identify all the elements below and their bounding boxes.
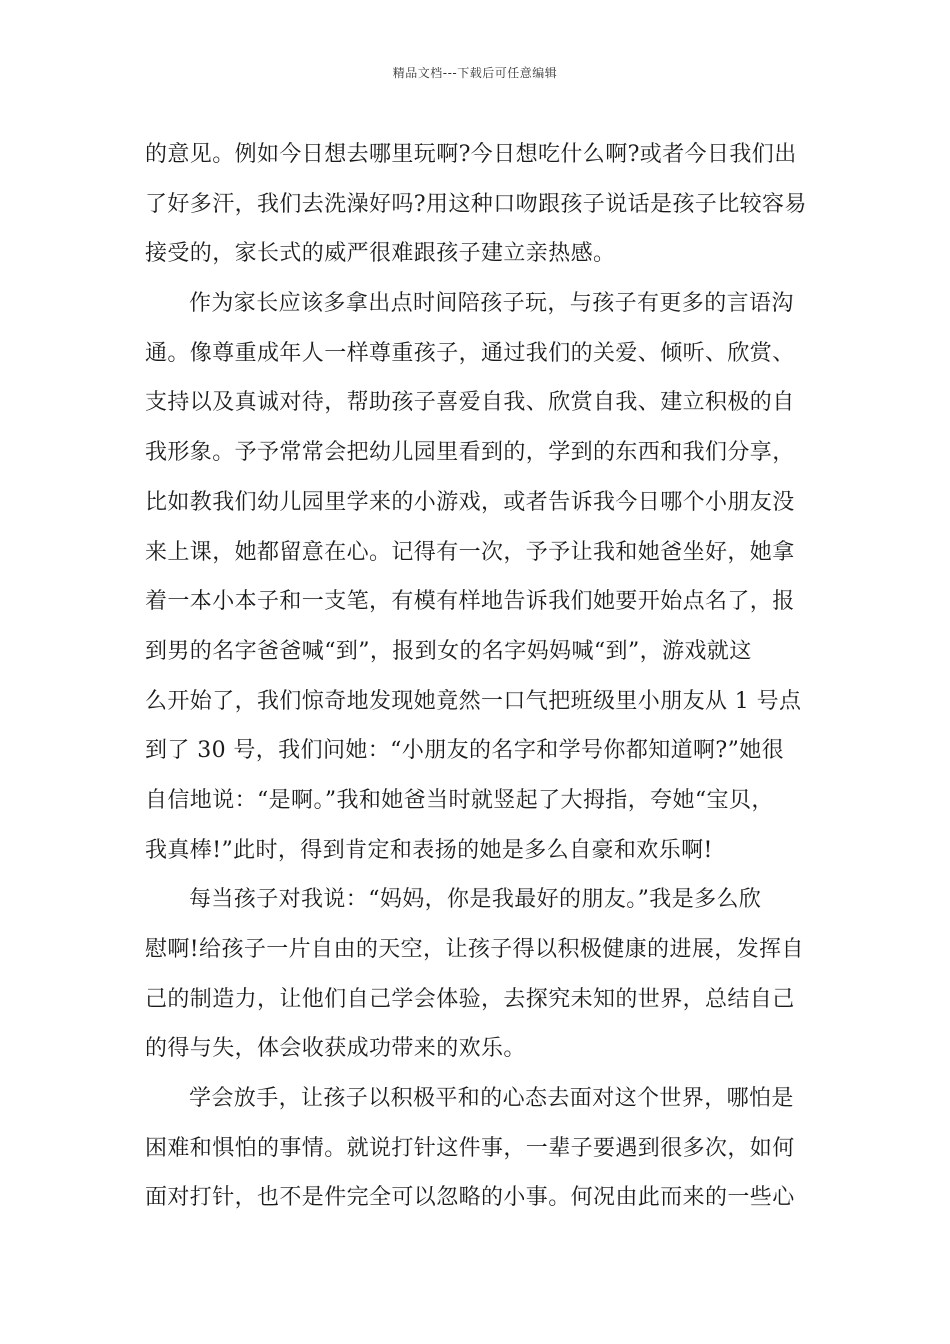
text-line: 己的制造力，让他们自己学会体验，去探究未知的世界，总结自己 [145,986,795,1012]
paragraph-start-line: 每当孩子对我说：“妈妈，你是我最好的朋友。”我是多么欣 [189,887,762,913]
text-line: 比如教我们幼儿园里学来的小游戏，或者告诉我今日哪个小朋友没 [145,489,795,515]
text-line: 我真棒!”此时，得到肯定和表扬的她是多么自豪和欢乐啊! [145,837,713,863]
text-line: 的意见。例如今日想去哪里玩啊?今日想吃什么啊?或者今日我们出 [145,142,797,167]
text-line: 通。像尊重成年人一样尊重孩子，通过我们的关爱、倾听、欣赏、 [145,340,795,366]
text-line: 着一本小本子和一支笔，有模有样地告诉我们她要开始点名了，报 [145,589,795,615]
text-line: 了好多汗，我们去洗澡好吗?用这种口吻跟孩子说话是孩子比较容易 [145,191,807,217]
text-line: 自信地说：“是啊。”我和她爸当时就竖起了大拇指，夸她“宝贝， [145,787,774,813]
text-line: 接受的，家长式的威严很难跟孩子建立亲热感。 [145,241,616,267]
text-line: 的得与失，体会收获成功带来的欢乐。 [145,1036,526,1062]
text-line: 到男的名字爸爸喊“到”，报到女的名字妈妈喊“到”，游戏就这 [145,638,752,664]
paragraph-start-line: 学会放手，让孩子以积极平和的心态去面对这个世界，哪怕是 [189,1086,794,1112]
text-line: 支持以及真诚对待，帮助孩子喜爱自我、欣赏自我、建立积极的自 [145,390,795,416]
paragraph-start-line: 作为家长应该多拿出点时间陪孩子玩，与孩子有更多的言语沟 [189,291,794,317]
text-line: 困难和惧怕的事情。就说打针这件事，一辈子要遇到很多次，如何 [145,1135,795,1161]
page-header: 精品文档---下载后可任意编辑 [392,66,558,80]
text-line: 慰啊!给孩子一片自由的天空，让孩子得以积极健康的进展，发挥自 [145,937,804,962]
text-line: 我形象。予予常常会把幼儿园里看到的，学到的东西和我们分享， [145,440,795,466]
text-line: 么开始了，我们惊奇地发现她竟然一口气把班级里小朋友从 1 号点 [145,688,802,714]
text-line: 到了 30 号，我们问她：“小朋友的名字和学号你都知道啊?”她很 [145,738,785,764]
text-line: 来上课，她都留意在心。记得有一次，予予让我和她爸坐好，她拿 [145,539,795,565]
text-line: 面对打针，也不是件完全可以忽略的小事。何况由此而来的一些心 [145,1185,795,1211]
document-body [145,130,811,1223]
